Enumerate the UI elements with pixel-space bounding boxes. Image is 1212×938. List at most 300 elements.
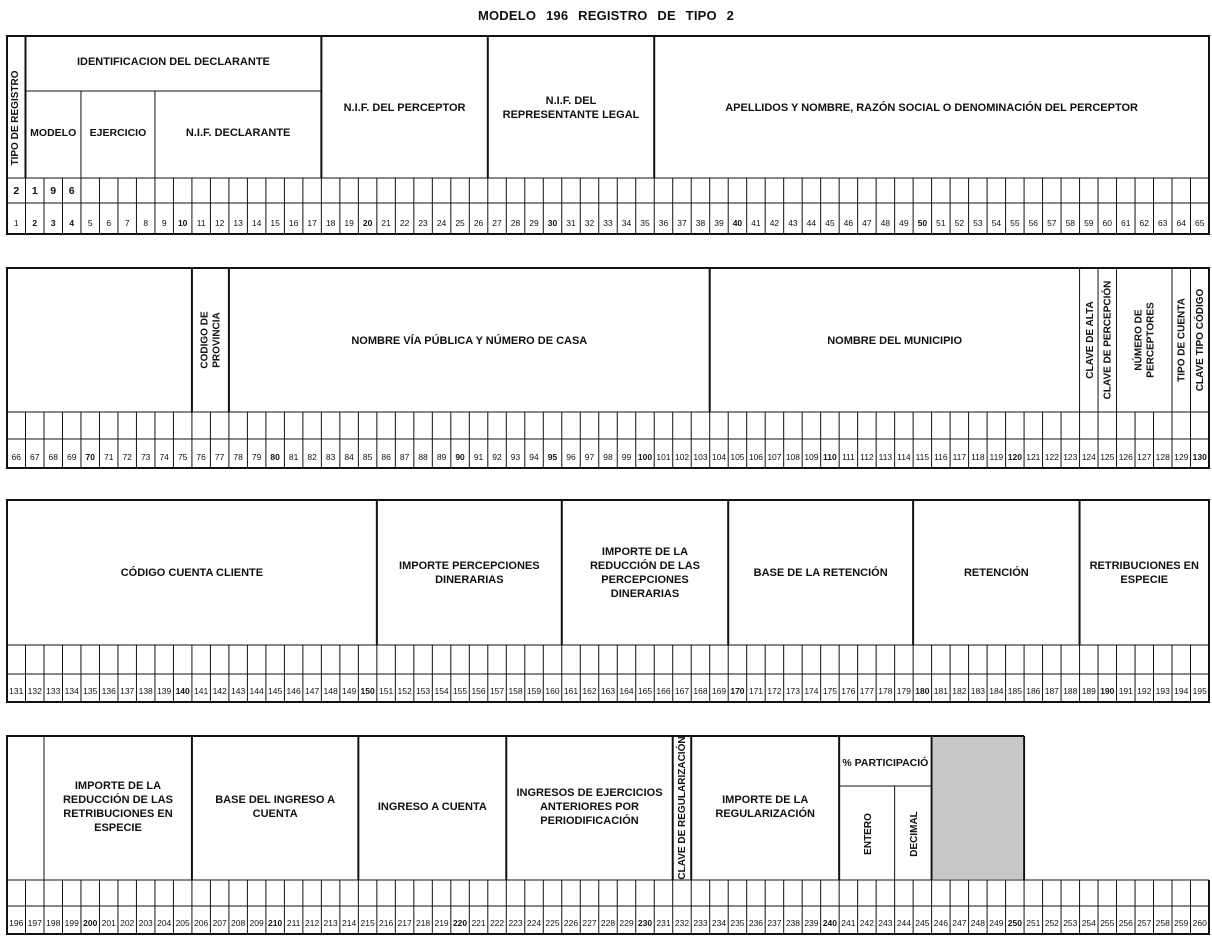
position-number: 44	[806, 218, 817, 228]
position-number: 27	[492, 218, 502, 228]
position-number: 116	[934, 452, 948, 462]
codigo-cuenta-header: CÓDIGO CUENTA CLIENTE	[120, 567, 264, 579]
position-number: 133	[46, 686, 61, 696]
position-number: 9	[161, 218, 167, 228]
clave-regularizacion-header: CLAVE DE REGULARIZACIÓN	[676, 736, 688, 880]
position-number: 126	[1118, 452, 1133, 462]
position-number: 250	[1007, 918, 1022, 928]
position-number: 97	[584, 452, 595, 462]
position-number: 210	[268, 918, 283, 928]
base-retencion-header: BASE DE LA RETENCIÓN	[753, 567, 888, 579]
position-number: 135	[83, 686, 98, 696]
position-number: 222	[489, 918, 505, 928]
position-number: 181	[933, 686, 948, 696]
position-number: 165	[637, 686, 653, 696]
position-number: 34	[621, 218, 632, 228]
position-number: 81	[288, 452, 299, 462]
position-number: 7	[124, 218, 130, 228]
position-number: 172	[767, 686, 782, 696]
prefilled-value: 1	[31, 185, 38, 197]
position-number: 61	[1121, 218, 1131, 228]
position-number: 169	[711, 686, 727, 696]
position-number: 125	[1100, 452, 1115, 462]
position-number: 118	[971, 452, 985, 462]
position-number: 180	[915, 686, 930, 696]
position-number: 123	[1063, 452, 1078, 462]
position-number: 145	[268, 686, 283, 696]
position-number: 227	[582, 918, 597, 928]
position-number: 226	[563, 918, 579, 928]
position-number: 93	[510, 452, 521, 462]
position-number: 75	[177, 452, 188, 462]
position-number: 19	[344, 218, 354, 228]
position-number: 198	[46, 918, 61, 928]
position-number: 107	[767, 452, 782, 462]
position-number: 170	[730, 686, 745, 696]
position-number: 121	[1026, 452, 1041, 462]
position-number: 188	[1063, 686, 1078, 696]
position-number: 67	[30, 452, 40, 462]
nif-declarante-header: N.I.F. DECLARANTE	[185, 127, 291, 139]
position-number: 72	[122, 452, 132, 462]
position-number: 233	[693, 918, 708, 928]
position-number: 224	[526, 918, 542, 928]
position-number: 150	[360, 686, 375, 696]
position-number: 254	[1081, 918, 1096, 928]
position-number: 149	[342, 686, 357, 696]
position-number: 39	[714, 218, 724, 228]
nif-perceptor-header: N.I.F. DEL PERCEPTOR	[343, 102, 466, 114]
position-number: 237	[767, 918, 782, 928]
position-number: 50	[917, 218, 928, 228]
numero-perceptores-header: NÚMERO DEPERCEPTORES	[1133, 302, 1157, 378]
position-number: 10	[177, 218, 188, 228]
blank-area	[1024, 730, 1212, 880]
position-number: 92	[492, 452, 502, 462]
position-number: 208	[231, 918, 246, 928]
importe-regularizacion-header: IMPORTE DE LA REGULARIZACIÓN	[715, 794, 815, 820]
position-number: 214	[342, 918, 357, 928]
position-number: 234	[711, 918, 727, 928]
position-number: 211	[286, 918, 301, 928]
position-number: 37	[677, 218, 687, 228]
position-number: 193	[1155, 686, 1170, 696]
modelo-header: MODELO	[30, 127, 77, 139]
prefilled-value: 9	[50, 185, 57, 197]
importe-reduccion-header: IMPORTE DE LA REDUCCIÓN DE LAS PERCEPCIONES DINERARIAS	[589, 546, 700, 600]
position-number: 6	[106, 218, 112, 228]
position-number: 124	[1081, 452, 1096, 462]
position-number: 137	[120, 686, 135, 696]
position-number: 33	[603, 218, 613, 228]
position-number: 122	[1044, 452, 1059, 462]
nif-representante-header: N.I.F. DEL REPRESENTANTE LEGAL	[502, 95, 640, 121]
position-number: 191	[1118, 686, 1133, 696]
ejercicio-header: EJERCICIO	[89, 127, 147, 139]
position-number: 168	[693, 686, 708, 696]
position-number: 20	[362, 218, 373, 228]
position-number: 148	[323, 686, 338, 696]
position-number: 242	[859, 918, 874, 928]
position-number: 192	[1137, 686, 1152, 696]
position-number: 2	[32, 218, 38, 228]
position-number: 167	[674, 686, 690, 696]
position-number: 200	[83, 918, 98, 928]
apellidos-header: APELLIDOS Y NOMBRE, RAZÓN SOCIAL O DENOMINACIÓN DEL PERCEPTOR	[725, 102, 1138, 114]
section3-frame	[7, 500, 1209, 702]
position-number: 146	[286, 686, 301, 696]
position-number: 183	[970, 686, 985, 696]
position-number: 73	[140, 452, 151, 462]
position-number: 157	[489, 686, 505, 696]
position-number: 3	[50, 218, 56, 228]
position-number: 206	[194, 918, 209, 928]
position-number: 209	[249, 918, 264, 928]
position-number: 80	[270, 452, 280, 462]
position-number: 155	[452, 686, 468, 696]
position-number: 113	[878, 452, 893, 462]
position-number: 88	[418, 452, 428, 462]
prefilled-value: 2	[13, 185, 20, 197]
position-number: 130	[1192, 452, 1207, 462]
position-number: 68	[48, 452, 58, 462]
position-number: 156	[471, 686, 486, 696]
position-number: 197	[27, 918, 42, 928]
position-number: 85	[362, 452, 373, 462]
position-number: 62	[1139, 218, 1150, 228]
position-number: 103	[693, 452, 708, 462]
position-number: 91	[473, 452, 484, 462]
position-number: 244	[896, 918, 911, 928]
position-number: 13	[233, 218, 243, 228]
position-number: 22	[399, 218, 410, 228]
position-number: 100	[637, 452, 653, 462]
position-number: 249	[989, 918, 1004, 928]
position-number: 5	[87, 218, 93, 228]
position-number: 187	[1044, 686, 1059, 696]
position-number: 115	[915, 452, 930, 462]
position-number: 14	[251, 218, 262, 228]
position-number: 220	[452, 918, 468, 928]
position-number: 194	[1174, 686, 1189, 696]
position-number: 71	[103, 452, 114, 462]
position-number: 134	[64, 686, 79, 696]
position-number: 66	[11, 452, 21, 462]
position-number: 144	[249, 686, 264, 696]
position-number: 106	[748, 452, 764, 462]
position-number: 189	[1081, 686, 1096, 696]
position-number: 241	[841, 918, 856, 928]
position-number: 23	[418, 218, 428, 228]
position-number: 179	[896, 686, 911, 696]
position-number: 232	[674, 918, 690, 928]
position-number: 240	[822, 918, 838, 928]
position-number: 245	[915, 918, 930, 928]
clave-alta-header: CLAVE DE ALTA	[1084, 301, 1096, 379]
position-number: 4	[69, 218, 75, 228]
position-number: 203	[138, 918, 153, 928]
position-number: 35	[640, 218, 650, 228]
position-number: 112	[860, 452, 874, 462]
position-number: 47	[862, 218, 872, 228]
position-number: 195	[1192, 686, 1207, 696]
position-number: 132	[27, 686, 42, 696]
position-number: 166	[656, 686, 671, 696]
position-number: 65	[1195, 218, 1205, 228]
position-number: 147	[305, 686, 320, 696]
position-number: 30	[547, 218, 558, 228]
position-number: 174	[804, 686, 819, 696]
position-number: 255	[1100, 918, 1115, 928]
position-number: 231	[656, 918, 671, 928]
position-number: 177	[859, 686, 874, 696]
position-number: 248	[970, 918, 985, 928]
retencion-header: RETENCIÓN	[963, 567, 1029, 579]
position-number: 11	[196, 218, 206, 228]
position-number: 152	[397, 686, 412, 696]
position-number: 31	[566, 218, 576, 228]
position-number: 176	[841, 686, 856, 696]
position-number: 154	[434, 686, 449, 696]
clave-tipo-codigo-header: CLAVE TIPO CÓDIGO	[1194, 288, 1206, 392]
position-number: 139	[157, 686, 172, 696]
position-number: 17	[307, 218, 317, 228]
position-number: 142	[212, 686, 227, 696]
position-number: 108	[785, 452, 801, 462]
position-number: 56	[1028, 218, 1039, 228]
position-number: 173	[785, 686, 801, 696]
position-number: 161	[563, 686, 579, 696]
position-number: 216	[378, 918, 394, 928]
nombre-via-header: NOMBRE VÍA PÚBLICA Y NÚMERO DE CASA	[351, 335, 588, 347]
position-number: 257	[1137, 918, 1152, 928]
position-number: 164	[619, 686, 634, 696]
position-number: 16	[288, 218, 299, 228]
position-number: 131	[9, 686, 24, 696]
position-number: 202	[120, 918, 135, 928]
position-number: 182	[952, 686, 967, 696]
position-number: 218	[415, 918, 431, 928]
position-number: 29	[529, 218, 539, 228]
position-number: 83	[325, 452, 336, 462]
position-number: 141	[194, 686, 209, 696]
position-number: 153	[415, 686, 431, 696]
position-number: 12	[214, 218, 225, 228]
position-number: 38	[695, 218, 706, 228]
position-number: 51	[936, 218, 946, 228]
position-number: 247	[952, 918, 967, 928]
page-title: MODELO 196 REGISTRO DE TIPO 2	[477, 8, 735, 23]
position-number: 129	[1174, 452, 1189, 462]
position-number: 63	[1158, 218, 1168, 228]
position-number: 40	[732, 218, 743, 228]
position-number: 196	[9, 918, 24, 928]
position-number: 186	[1026, 686, 1041, 696]
position-number: 24	[436, 218, 447, 228]
position-number: 70	[85, 452, 95, 462]
position-number: 84	[344, 452, 354, 462]
position-number: 190	[1100, 686, 1115, 696]
position-number: 46	[843, 218, 854, 228]
position-number: 78	[233, 452, 243, 462]
position-number: 212	[305, 918, 320, 928]
position-number: 98	[603, 452, 613, 462]
shaded-area	[933, 737, 1023, 879]
importe-percepciones-header: IMPORTE PERCEPCIONES DINERARIAS	[399, 560, 540, 586]
position-number: 171	[748, 686, 764, 696]
position-number: 94	[529, 452, 539, 462]
position-number: 217	[397, 918, 412, 928]
position-number: 52	[954, 218, 965, 228]
position-number: 201	[101, 918, 116, 928]
position-number: 213	[323, 918, 338, 928]
position-number: 57	[1047, 218, 1057, 228]
position-number: 60	[1102, 218, 1113, 228]
position-number: 41	[751, 218, 761, 228]
position-number: 228	[600, 918, 616, 928]
position-number: 204	[157, 918, 172, 928]
position-number: 239	[804, 918, 819, 928]
position-number: 252	[1044, 918, 1059, 928]
position-number: 215	[360, 918, 375, 928]
position-number: 138	[138, 686, 153, 696]
entero-header: ENTERO	[862, 813, 874, 855]
position-number: 26	[473, 218, 484, 228]
position-number: 117	[952, 452, 967, 462]
position-number: 259	[1174, 918, 1189, 928]
position-number: 162	[582, 686, 597, 696]
position-number: 99	[621, 452, 632, 462]
position-number: 114	[897, 452, 911, 462]
position-number: 230	[637, 918, 653, 928]
position-number: 143	[231, 686, 246, 696]
position-number: 25	[455, 218, 465, 228]
position-number: 96	[566, 452, 576, 462]
retribuciones-especie-header: RETRIBUCIONES EN ESPECIE	[1089, 560, 1199, 586]
position-number: 128	[1155, 452, 1170, 462]
position-number: 260	[1192, 918, 1207, 928]
position-number: 18	[325, 218, 336, 228]
position-number: 76	[196, 452, 206, 462]
position-number: 43	[788, 218, 798, 228]
position-number: 49	[899, 218, 909, 228]
decimal-header: DECIMAL	[909, 811, 921, 857]
position-number: 243	[878, 918, 893, 928]
position-number: 120	[1007, 452, 1022, 462]
position-number: 235	[730, 918, 745, 928]
position-number: 104	[711, 452, 727, 462]
position-number: 151	[378, 686, 394, 696]
position-number: 136	[101, 686, 116, 696]
position-number: 28	[510, 218, 521, 228]
position-number: 90	[455, 452, 465, 462]
clave-percepcion-header: CLAVE DE PERCEPCIÓN	[1102, 280, 1114, 400]
position-number: 74	[159, 452, 169, 462]
position-number: 223	[508, 918, 523, 928]
position-number: 82	[307, 452, 317, 462]
position-number: 36	[658, 218, 669, 228]
position-number: 32	[584, 218, 595, 228]
base-ingreso-header: BASE DEL INGRESO A CUENTA	[215, 794, 336, 820]
ingresos-ejercicios-header: INGRESOS DE EJERCICIOS ANTERIORES POR PERIODIFICACIÓN	[516, 787, 663, 827]
position-number: 127	[1137, 452, 1152, 462]
position-number: 101	[656, 452, 671, 462]
position-number: 207	[212, 918, 227, 928]
position-number: 163	[600, 686, 616, 696]
position-number: 236	[748, 918, 764, 928]
position-number: 256	[1118, 918, 1133, 928]
position-number: 229	[619, 918, 634, 928]
position-number: 69	[66, 452, 77, 462]
position-number: 55	[1010, 218, 1020, 228]
position-number: 87	[399, 452, 410, 462]
position-number: 251	[1026, 918, 1041, 928]
tipo-cuenta-header: TIPO DE CUENTA	[1176, 298, 1188, 382]
position-number: 160	[545, 686, 560, 696]
position-number: 15	[270, 218, 280, 228]
position-number: 77	[214, 452, 225, 462]
position-number: 258	[1155, 918, 1170, 928]
position-number: 111	[841, 452, 855, 462]
nombre-municipio-header: NOMBRE DEL MUNICIPIO	[827, 335, 963, 347]
position-number: 86	[381, 452, 391, 462]
position-number: 205	[175, 918, 190, 928]
codigo-provincia-header: CODIGO DEPROVINCIA	[199, 311, 223, 369]
tipo-registro-label: TIPO DE REGISTRO	[10, 70, 22, 166]
position-number: 79	[251, 452, 262, 462]
position-number: 42	[769, 218, 780, 228]
position-number: 253	[1063, 918, 1078, 928]
position-number: 238	[785, 918, 801, 928]
position-number: 54	[991, 218, 1002, 228]
position-number: 159	[526, 686, 542, 696]
position-number: 1	[13, 218, 19, 228]
position-number: 8	[143, 218, 149, 228]
position-number: 89	[436, 452, 447, 462]
position-number: 110	[823, 452, 837, 462]
position-number: 58	[1065, 218, 1076, 228]
position-number: 175	[822, 686, 838, 696]
position-number: 105	[730, 452, 745, 462]
participacion-header: % PARTICIPACIÓ	[842, 757, 929, 769]
identificacion-declarante-header: IDENTIFICACION DEL DECLARANTE	[76, 56, 270, 68]
position-number: 199	[64, 918, 79, 928]
position-number: 185	[1007, 686, 1022, 696]
position-number: 21	[381, 218, 391, 228]
position-number: 158	[508, 686, 523, 696]
prefilled-value: 6	[68, 185, 75, 197]
position-number: 225	[545, 918, 560, 928]
position-number: 221	[471, 918, 486, 928]
ingreso-cuenta-header: INGRESO A CUENTA	[377, 801, 487, 813]
position-number: 95	[547, 452, 558, 462]
position-number: 109	[804, 452, 819, 462]
position-number: 45	[825, 218, 835, 228]
section2-frame	[7, 268, 1209, 468]
position-number: 53	[973, 218, 983, 228]
position-number: 140	[175, 686, 190, 696]
position-number: 102	[674, 452, 690, 462]
position-number: 184	[989, 686, 1004, 696]
importe-reduccion-retribuciones-header: IMPORTE DE LA REDUCCIÓN DE LAS RETRIBUCIONES EN ESPECIE	[62, 780, 173, 834]
position-number: 119	[989, 452, 1004, 462]
position-number: 178	[878, 686, 893, 696]
position-number: 48	[880, 218, 891, 228]
position-number: 59	[1084, 218, 1094, 228]
position-number: 219	[434, 918, 449, 928]
position-number: 246	[933, 918, 948, 928]
position-number: 64	[1176, 218, 1186, 228]
